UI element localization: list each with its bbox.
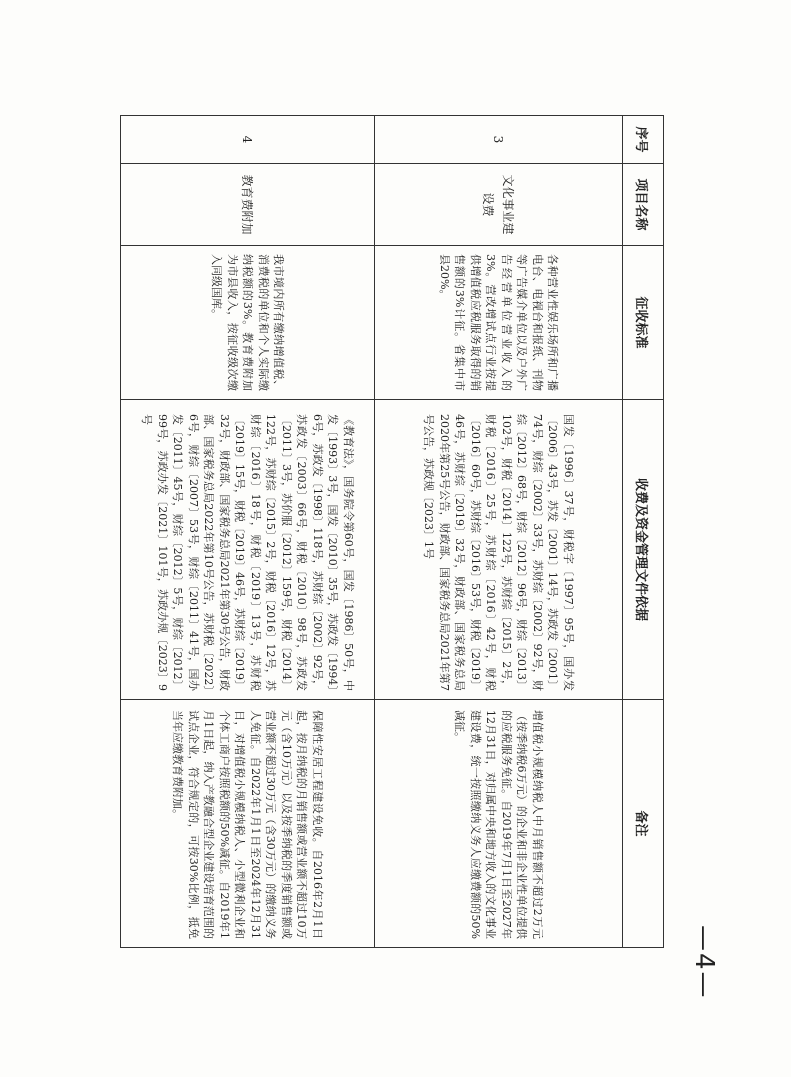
row-basis: 国发〔1996〕37号，财税字〔1997〕95号，国办发〔2006〕43号，苏发〔2001〕14号，苏政发〔2001〕74号，财综〔2002〕33号，苏财综〔2002〕92号，财综〔2012〕68号，财综〔2012〕96号，财综〔2013〕102号，财税〔2014〕122号，苏财综〔2015〕2号，财税〔2016〕25号，苏财综〔2016〕42号，财税〔2016〕60号，苏财综〔2016〕53号，财税〔2019〕46号，苏财综〔2019〕32号，财政部、国家税务总局2020年第25号公告，财政部、国家税务总局2021年第7号公告，苏政规〔2023〕1号 — [375, 400, 623, 700]
header-remark: 备注 — [623, 700, 664, 948]
row-standard: 各种营业性娱乐场所和广播电台、电视台和报纸、刊物等广告媒介单位以及户外广告经营单位营业收入的3%。营改增试点行业按提供增值税应税服务取得的销售额的3%计征。省集中市县20%。 — [375, 246, 623, 400]
fee-table — [120, 115, 664, 948]
table-row — [121, 116, 375, 948]
header-standard: 征收标准 — [623, 246, 664, 400]
row-standard: 我市境内所有缴纳增值税、消费税的单位和个人实际缴纳税额的3%。教育费附加为市县收入，按征收级次缴入同级国库。 — [121, 246, 375, 400]
table-header-row — [623, 116, 664, 948]
header-name: 项目名称 — [623, 164, 664, 246]
page-number: —4— — [689, 925, 719, 1000]
table-row — [375, 116, 623, 948]
row-basis: 《教育法》，国务院令第60号，国发〔1986〕50号，中发〔1993〕3号，国发〔2010〕35号，苏政发〔1994〕6号，苏政发〔1998〕118号，苏财综〔2002〕92号，苏政发〔2003〕66号，财税〔2010〕98号，苏政发〔2011〕3号，苏价服〔2012〕159号，财税〔2014〕122号，苏财综〔2015〕2号，财税〔2016〕12号，苏财综〔2016〕18号，财税〔2019〕13号，苏财税〔2019〕15号，财税〔2019〕46号，苏财综〔2019〕32号，财政部、国家税务总局2021年第30号公告，财政部、国家税务总局2022年第10号公告，苏财税〔2022〕6号，财综〔2007〕53号，财综〔2011〕41号，国办发〔2011〕45号，财综〔2012〕5号，财综〔2012〕99号，苏政办发〔2021〕101号，苏政办规〔2023〕9号 — [121, 400, 375, 700]
row-seq: 4 — [121, 116, 375, 164]
header-seq: 序号 — [623, 116, 664, 164]
row-seq: 3 — [375, 116, 623, 164]
header-basis: 收费及资金管理文件依据 — [623, 400, 664, 700]
row-name: 教育费附加 — [121, 164, 375, 246]
row-remark: 保障性安居工程建设免收。自2016年2月1日起，按月纳税的月销售额或营业额不超过10万元（含10万元）以及按季纳税的季度销售额或营业额不超过30万元（含30万元）的缴纳义务人免征。自2022年1月1日至2024年12月31日，对增值税小规模纳税人、小型微利企业和个体工商户按照税额的50%减征。自2019年1月1日起，纳入产教融合型企业建设培育范围的试点企业，符合规定的，可按30%比例，抵免当年应缴教育费附加。 — [121, 700, 375, 948]
row-remark: 增值税小规模纳税人中月销售额不超过2万元（按季纳税6万元）的企业和非企业性单位提供的应税服务免征。自2019年7月1日至2027年12月31日，对归属中央和地方收入的文化事业建设费，统一按照缴纳义务人应缴费额的50%减征。 — [375, 700, 623, 948]
row-name: 文化事业建设费 — [375, 164, 623, 246]
